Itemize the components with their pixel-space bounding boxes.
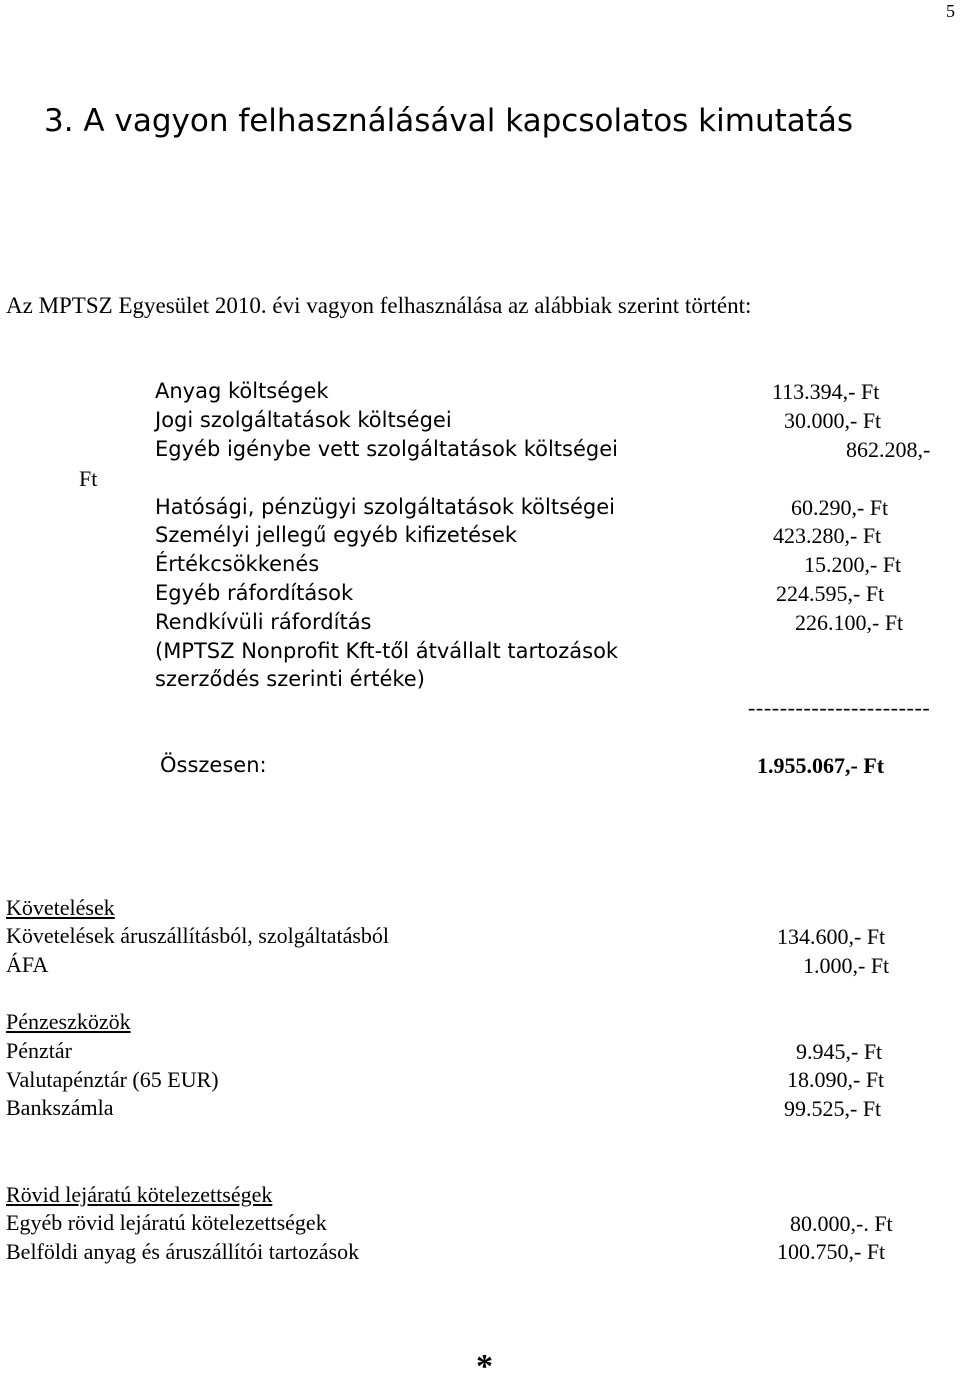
receivables-item-label: Követelések áruszállításból, szolgáltatásból [6,923,390,948]
expense-label: Személyi jellegű egyéb kifizetések [155,523,518,547]
cash-item-label: Pénztár [6,1038,72,1063]
receivables-item-amount: 1.000,- Ft [803,953,890,978]
expense-amount: 224.595,- Ft [776,581,885,606]
expense-label: Egyéb igénybe vett szolgáltatások költségei [155,437,618,461]
expense-amount: 113.394,- Ft [772,379,880,404]
expense-amount: 862.208,- [846,437,931,462]
expense-label: Anyag költségek [155,379,329,403]
liabilities-item-label: Belföldi anyag és áruszállítói tartozások [6,1239,360,1264]
cash-heading: Pénzeszközök [6,1009,131,1034]
note-line: szerződés szerinti értéke) [155,667,425,691]
total-amount: 1.955.067,- Ft [757,753,885,778]
liabilities-item-label: Egyéb rövid lejáratú kötelezettségek [6,1210,327,1235]
total-label: Összesen: [160,753,267,777]
liabilities-item-amount: 100.750,- Ft [777,1239,886,1264]
expense-amount: 423.280,- Ft [773,523,882,548]
currency-label: Ft [79,466,98,491]
expense-label: Jogi szolgáltatások költségei [155,408,452,432]
expense-label: Rendkívüli ráfordítás [155,610,372,634]
footer-asterisk: * [476,1348,493,1385]
expense-label: Értékcsökkenés [155,552,320,576]
expense-label: Hatósági, pénzügyi szolgáltatások költségei [155,495,616,519]
expense-amount: 15.200,- Ft [804,552,902,577]
cash-item-label: Valutapénztár (65 EUR) [6,1067,219,1092]
expense-amount: 60.290,- Ft [791,495,889,520]
cash-item-amount: 18.090,- Ft [787,1067,885,1092]
cash-item-amount: 9.945,- Ft [796,1039,883,1064]
page-title: 3. A vagyon felhasználásával kapcsolatos kimutatás [44,103,854,139]
cash-item-amount: 99.525,- Ft [784,1096,882,1121]
receivables-item-amount: 134.600,- Ft [777,924,886,949]
liabilities-item-amount: 80.000,-. Ft [790,1211,893,1236]
sum-separator: ----------------------- [748,695,931,720]
expense-label: Egyéb ráfordítások [155,581,354,605]
receivables-heading: Követelések [6,895,115,920]
liabilities-heading: Rövid lejáratú kötelezettségek [6,1182,273,1207]
note-line: (MPTSZ Nonprofit Kft-től átvállalt tartozások [155,639,619,663]
intro-text: Az MPTSZ Egyesület 2010. évi vagyon felhasználása az alábbiak szerint történt: [6,293,752,318]
page-number: 5 [946,1,955,21]
expense-amount: 30.000,- Ft [784,408,882,433]
expense-amount: 226.100,- Ft [795,610,904,635]
receivables-item-label: ÁFA [6,952,49,977]
cash-item-label: Bankszámla [6,1095,114,1120]
